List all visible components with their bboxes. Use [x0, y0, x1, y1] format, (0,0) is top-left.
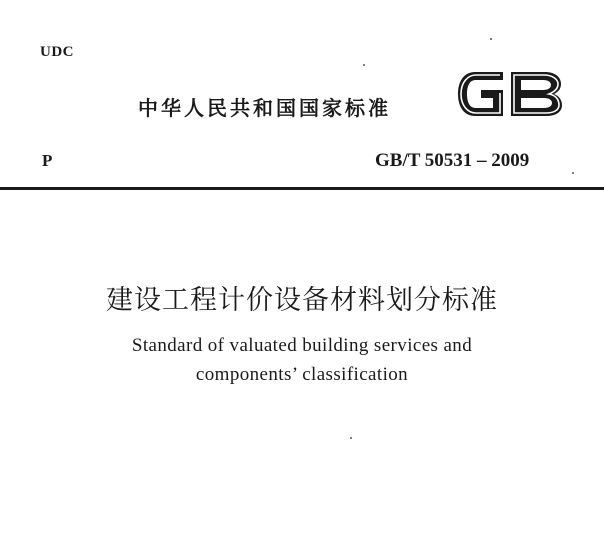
title-english-line2: components’ classification	[195, 364, 409, 385]
scan-speck	[490, 38, 492, 40]
title-english-line1: Standard of valuated building services and	[131, 335, 473, 356]
udc-label: UDC	[40, 44, 74, 60]
scan-speck	[572, 172, 574, 174]
title-english	[0, 331, 604, 389]
issuer-title: 中华人民共和国国家标准	[138, 96, 391, 120]
standard-code: GB/T 50531 – 2009	[375, 150, 530, 171]
scan-speck	[350, 437, 352, 439]
gb-logo	[455, 66, 565, 122]
scan-speck	[363, 64, 365, 66]
category-code: P	[42, 151, 53, 170]
header-divider	[0, 187, 604, 190]
title-chinese: 建设工程计价设备材料划分标准	[106, 285, 498, 316]
